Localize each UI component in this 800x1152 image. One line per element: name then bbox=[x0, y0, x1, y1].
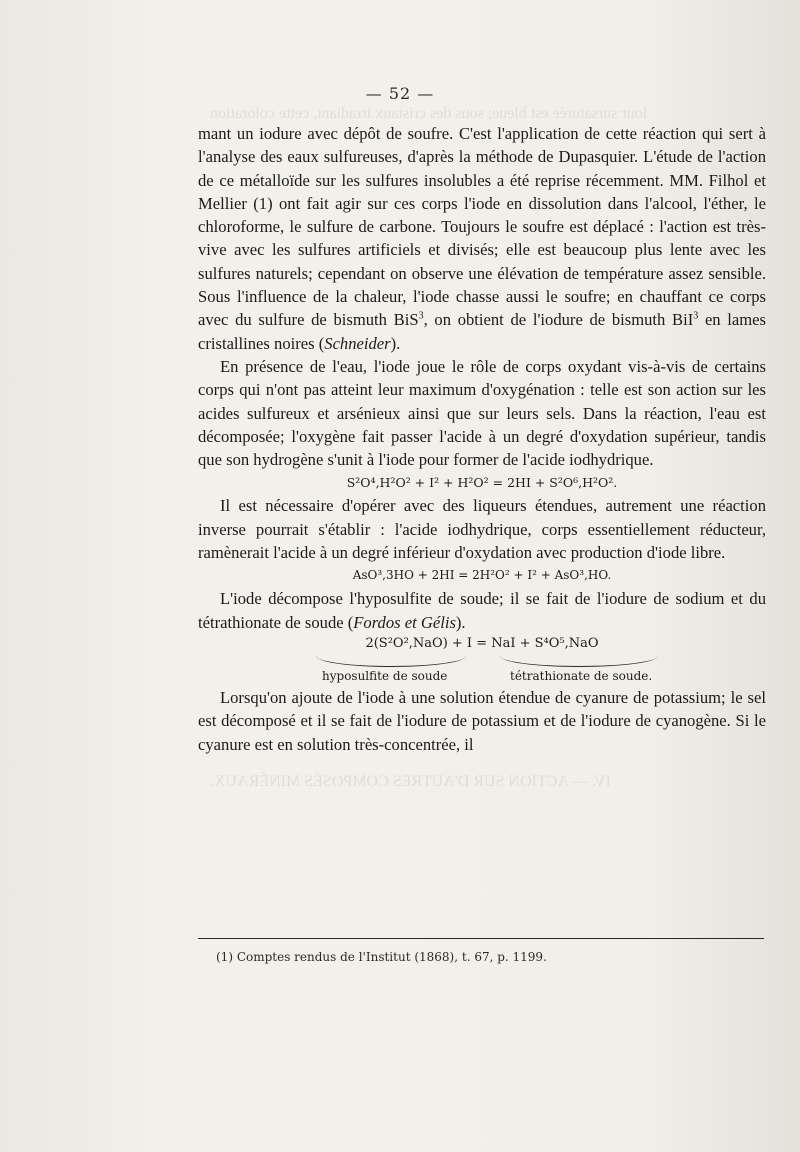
underbrace bbox=[500, 656, 658, 667]
footnote: (1) Comptes rendus de l'Institut (1868), t. 67, p. 1199. bbox=[216, 950, 547, 964]
formula-sulfurous-acid: S²O⁴,H²O² + I² + H²O² = 2HI + S²O⁶,H²O². bbox=[346, 475, 618, 491]
formula-caption: hyposulfite de soude bbox=[322, 668, 448, 683]
author-citation: Fordos et Gélis bbox=[353, 612, 456, 632]
formula-hyposulfite bbox=[198, 634, 766, 686]
formula-line: 2(S²O²,NaO) + I = NaI + S⁴O⁵,NaO bbox=[365, 635, 599, 651]
underbrace bbox=[316, 656, 466, 667]
page-number: — 52 — bbox=[365, 84, 435, 103]
paragraph-2: En présence de l'eau, l'iode joue le rôle de corps oxydant vis-à-vis de certains corps qui n'ont pas atteint leur maximum d'oxygénation : telle est son action sur les acides sulfureux et arsénieux ainsi que sur leurs sels. Dans la réaction, l'eau est décomposée; l'oxygène fait passer l'acide à un degré d'oxydation supérieur, tandis que son hydrogène s'unit à l'iode pour former de l'acide iodhydrique. bbox=[198, 356, 766, 470]
formula-caption: tétrathionate de soude. bbox=[510, 668, 653, 683]
paragraph-4: L'iode décompose l'hyposulfite de soude; il se fait de l'iodure de sodium et du tétrathionate de soude (Fordos et Gélis). bbox=[198, 589, 766, 632]
bleed-through-decoration: IV. — ACTION SUR D'AUTRES COMPOSÉS MINÉRAUX. bbox=[210, 773, 611, 790]
bleed-through-decoration: lour sursaturée est bleue; sous des cristaux irradiant, cette coloration bbox=[210, 105, 648, 122]
paragraph-5: Lorsqu'on ajoute de l'iode à une solution étendue de cyanure de potassium; le sel est décomposé et il se fait de l'iodure de potassium et de l'iodure de cyanogène. Si le cyanure est en solution très-concentrée, il bbox=[198, 687, 766, 754]
footnote-divider bbox=[198, 938, 764, 939]
main-text bbox=[198, 122, 766, 756]
author-citation: Schneider bbox=[324, 333, 391, 353]
paragraph-3: Il est nécessaire d'opérer avec des liqueurs étendues, autrement une réaction inverse pourrait s'établir : l'acide iodhydrique, corps essentiellement réducteur, ramènerait l'acide à un degré inférieur d'oxydation avec production d'iode libre. bbox=[198, 496, 766, 563]
paragraph-1: mant un iodure avec dépôt de soufre. C'est l'application de cette réaction qui sert à l'analyse des eaux sulfureuses, d'après la méthode de Dupasquier. L'étude de l'action de ce métalloïde sur les sulfures insolubles a été reprise récemment. MM. Filhol et Mellier (1) ont fait agir sur ces corps l'iode en dissolution dans l'alcool, l'éther, le chloroforme, le sulfure de carbone. Toujours le soufre est déplacé : l'action est très-vive avec les sulfures artificiels et divisés; elle est beaucoup plus lente avec les sulfures naturels; cependant on observe une élévation de température assez sensible. Sous l'influence de la chaleur, l'iode chasse aussi le soufre; en chauffant ce corps avec du sulfure de bismuth BiS$^3$, on obtient de l'iodure de bismuth BiI$^3$ en lames cristallines noires (Schneider). bbox=[198, 124, 766, 353]
formula-arsenious-acid: AsO³,3HO + 2HI = 2H²O² + I² + AsO³,HO. bbox=[352, 568, 612, 583]
